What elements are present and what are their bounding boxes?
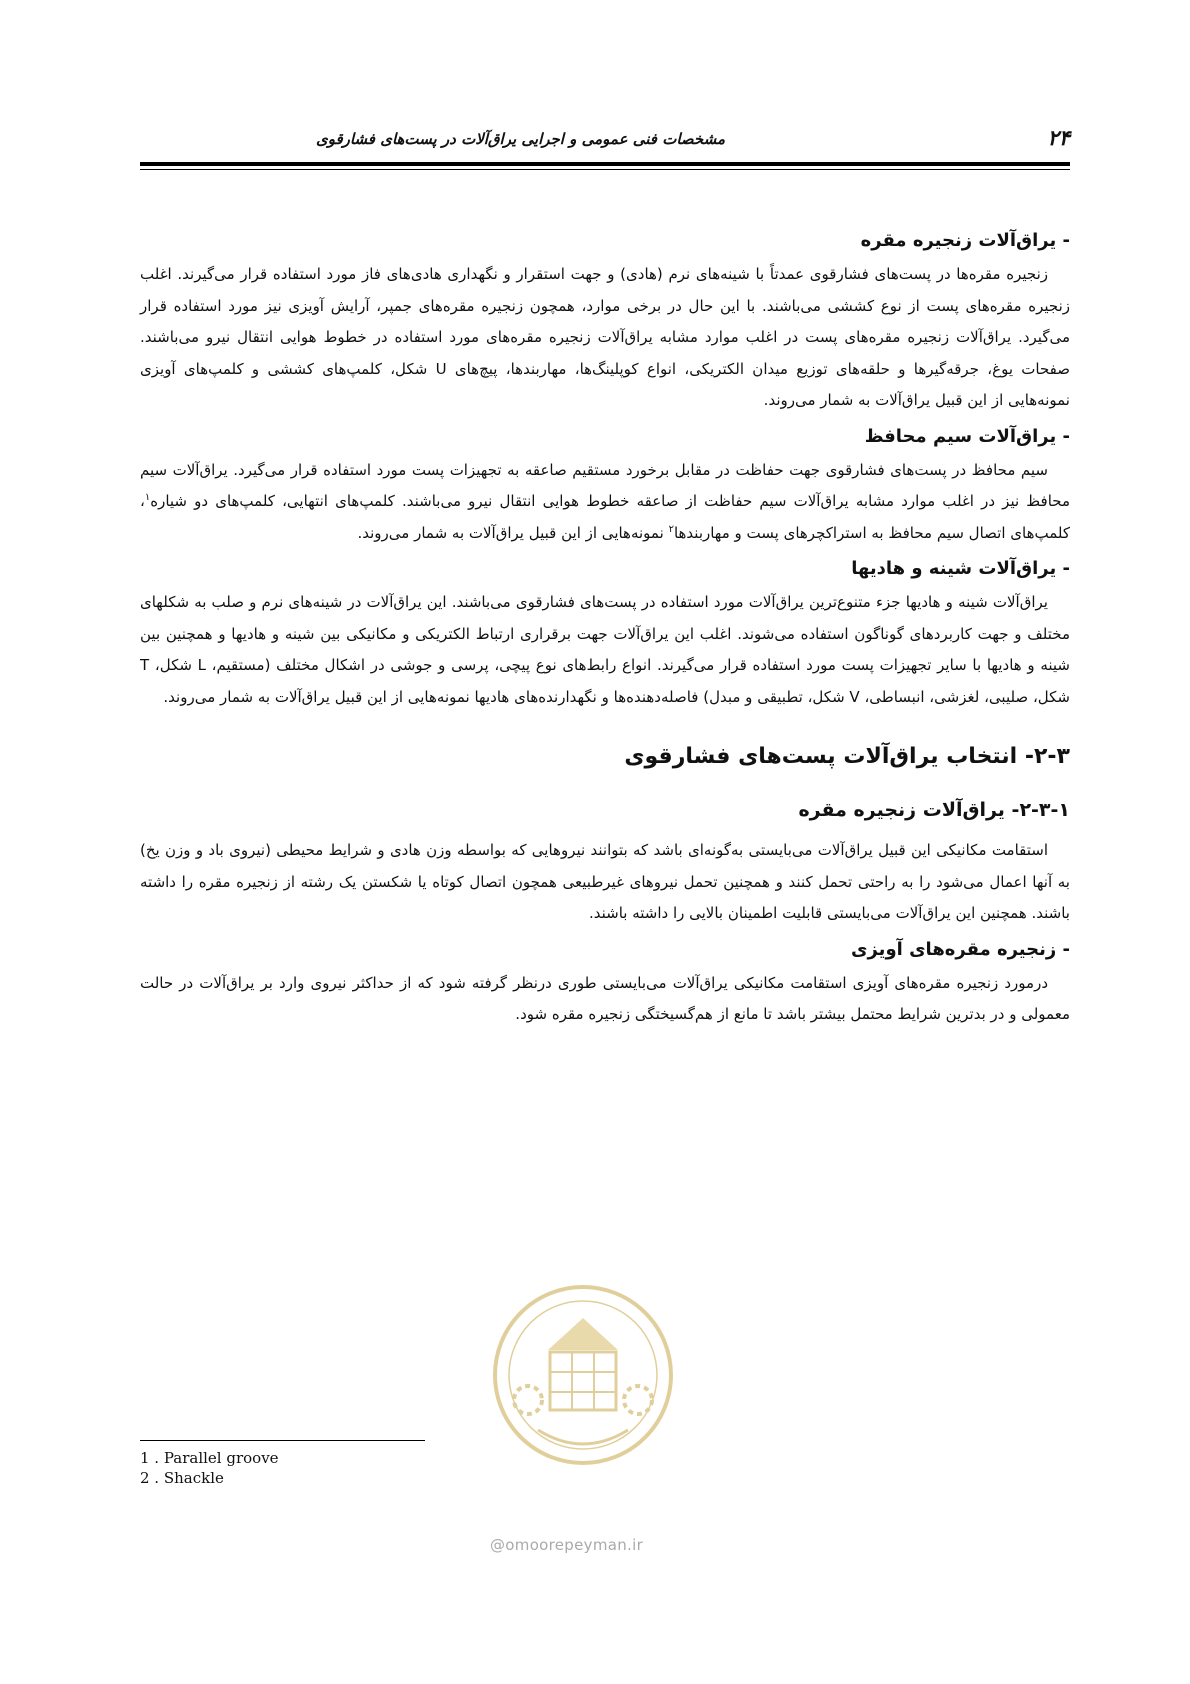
paragraph-suspension-strings: درمورد زنجیره مقره‌های آویزی استقامت مکانیکی یراق‌آلات می‌بایستی طوری درنظر گرفته شود که از حداکثر نیروی وارد بر یراق‌آلات در حالت معمولی و در بدترین شرایط محتمل بیشتر باشد تا مانع از هم‌گسیختگی زنجیره مقره شود. <box>140 973 1070 1023</box>
paragraph-insulator-string: زنجیره مقره‌ها در پست‌های فشارقوی عمدتاً با شینه‌های نرم (هادی) و جهت استقرار و نگهداری هادی‌های فاز مورد استفاده قرار می‌گیرند. اغلب زنجیره مقره‌های پست از نوع کششی می‌باشند. با این حال در برخی موارد، همچون زنجیره مقره‌های جمپر، آرایش آویزی نیز مورد استفاده قرار می‌گیرد. یراق‌آلات زنجیره مقره‌های پست در اغلب موارد مشابه یراق‌آلات زنجیره مقره‌های مورد استفاده در خطوط هوایی انتقال نیرو می‌باشند. صفحات یوغ، جرقه‌گیرها و حلقه‌های توزیع میدان الکتریکی، انواع کوپلینگ‌ها، مهاربندها، پیچ‌های U شکل، کلمپ‌های کششی و کلمپ‌های آویزی نمونه‌هایی از این قبیل یراق‌آلات به شمار می‌روند. <box>140 265 1070 409</box>
paragraph-mechanical-strength: استقامت مکانیکی این قبیل یراق‌آلات می‌بایستی به‌گونه‌ای باشد که بتوانند نیروهایی که بواسطه وزن هادی و شرایط محیطی (نیروی باد و وزن یخ) به آنها اعمال می‌شود را به راحتی تحمل کنند و همچنین تحمل نیروهای غیرطبیعی همچون اتصال کوتاه یا شکستن یک رشته از زنجیره مقره را داشته باشند. همچنین این یراق‌آلات می‌بایستی قابلیت اطمینان بالایی را داشته باشند. <box>140 841 1070 922</box>
footnotes <box>140 1448 279 1488</box>
shield-wire-text-b: ، کلمپ‌های اتصال سیم محافظ به استراکچرهای پست و مهاربندها <box>140 492 1070 542</box>
watermark-logo <box>488 1280 678 1470</box>
footnote-2: 2 . Shackle <box>140 1469 224 1487</box>
heading-suspension-strings: - زنجیره مقره‌های آویزی <box>850 938 1070 960</box>
paragraph-shield-wire <box>140 455 1070 550</box>
subsection-heading-insulator-string: ۲-۳-۱- یراق‌آلات زنجیره مقره <box>798 799 1070 821</box>
paragraph-busbar-conductor: یراق‌آلات شینه و هادیها جزء متنوع‌ترین یراق‌آلات مورد استفاده در پست‌های فشارقوی می‌باشند. این یراق‌آلات در شینه‌های نرم و صلب به شکلهای مختلف و جهت کاربردهای گوناگون استفاده می‌شوند. اغلب این یراق‌آلات جهت برقراری ارتباط الکتریکی و مکانیکی بین شینه و هادیها و همچنین بین شینه و هادیها با سایر تجهیزات پست مورد استفاده قرار می‌گیرند. انواع رابط‌های نوع پیچی، پرسی و جوشی در اشکال مختلف (مستقیم، L شکل، T شکل، صلیبی، لغزشی، انبساطی، V شکل، تطبیقی و مبدل) فاصله‌دهنده‌ها و نگهدارنده‌های هادیها نمونه‌هایی از این قبیل یراق‌آلات به شمار می‌روند. <box>140 593 1070 706</box>
watermark-url: @omoorepeyman.ir <box>490 1536 644 1554</box>
heading-shield-wire-fittings: - یراق‌آلات سیم محافظ <box>864 425 1070 447</box>
footnote-ref-1: ۱ <box>144 492 151 503</box>
heading-insulator-string-fittings: - یراق‌آلات زنجیره مقره <box>860 230 1070 251</box>
shield-wire-text-c: نمونه‌هایی از این قبیل یراق‌آلات به شمار می‌روند. <box>357 523 669 542</box>
header-rule-thick <box>140 162 1070 166</box>
body-content <box>140 225 1070 1035</box>
header-rule-thin <box>140 169 1070 170</box>
heading-busbar-conductor-fittings: - یراق‌آلات شینه و هادیها <box>851 558 1070 579</box>
footnote-1: 1 . Parallel groove <box>140 1449 279 1467</box>
page-header <box>140 125 1070 165</box>
running-title: مشخصات فنی عمومی و اجرایی یراق‌آلات در پست‌های فشارقوی <box>315 130 725 148</box>
page-number: ۲۴ <box>1047 125 1070 150</box>
shield-wire-text-a: سیم محافظ در پست‌های فشارقوی جهت حفاظت در مقابل برخورد مستقیم صاعقه به تجهیزات پست مورد استفاده قرار می‌گیرد. یراق‌آلات سیم محافظ نیز در اغلب موارد مشابه یراق‌آلات سیم حفاظت از صاعقه خطوط هوایی انتقال نیرو می‌باشند. کلمپ‌های انتهایی، کلمپ‌های دو شیاره <box>140 460 1070 510</box>
section-heading-selection: ۲-۳- انتخاب یراق‌آلات پست‌های فشارقوی <box>624 744 1070 769</box>
footnote-rule <box>140 1440 425 1441</box>
footnote-ref-2: ۲ <box>668 523 674 535</box>
